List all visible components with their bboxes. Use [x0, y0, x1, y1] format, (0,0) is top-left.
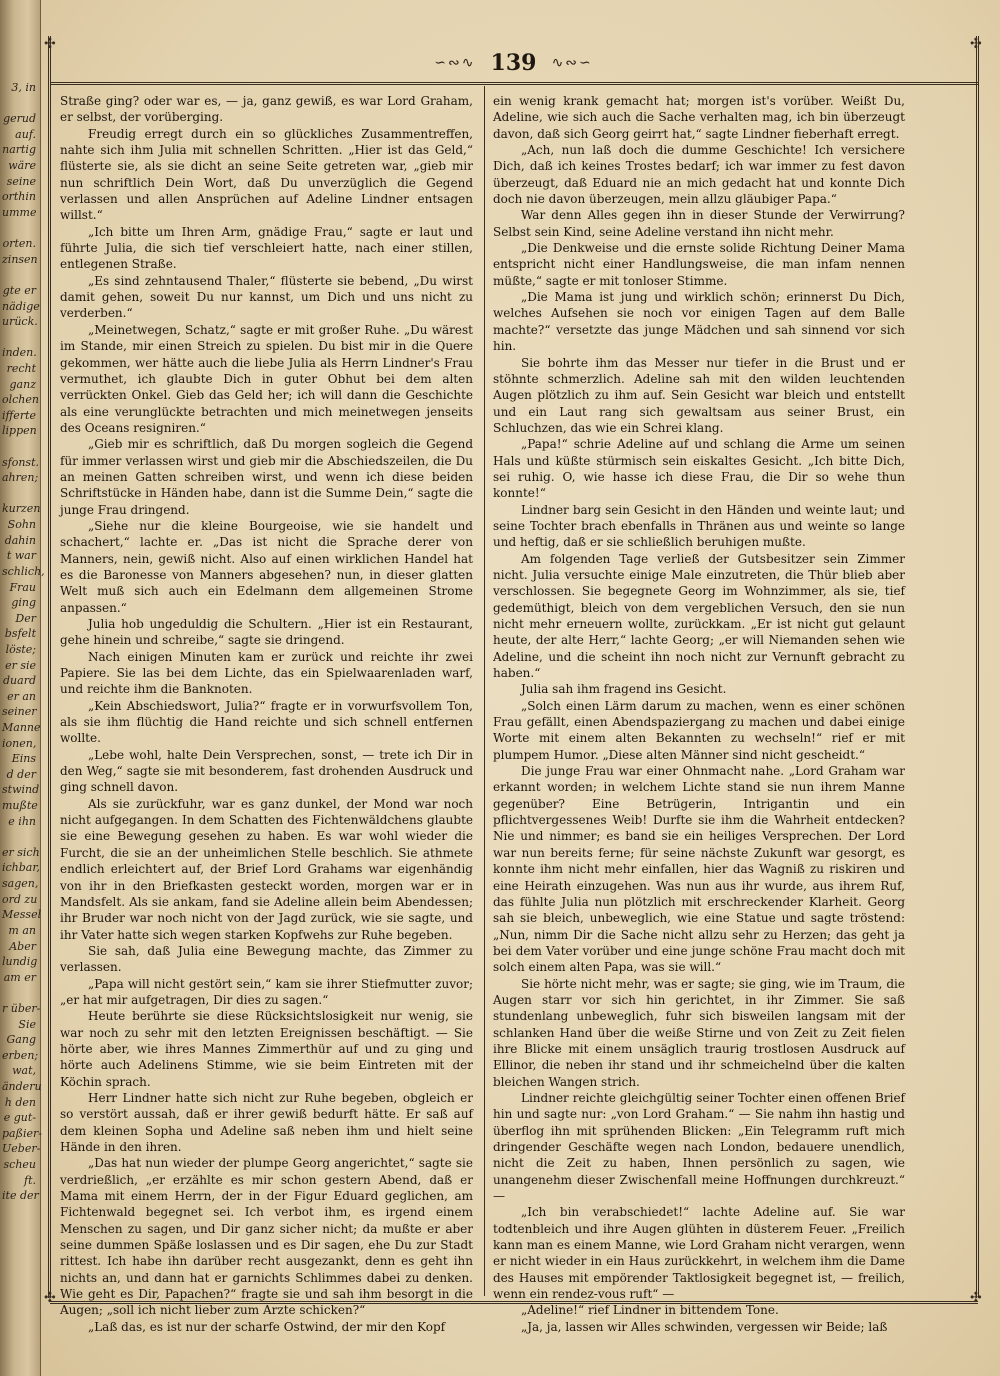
corner-ornament-bottom-right: ✣ — [970, 1290, 982, 1306]
gutter-fragment: kurzen — [2, 502, 41, 516]
gutter-fragment: orten. — [2, 237, 36, 251]
page-number: 139 — [490, 50, 537, 76]
gutter-fragment: Manne — [2, 720, 41, 734]
gutter-fragment: e ihn — [8, 814, 36, 828]
gutter-fragment: ionen, — [2, 736, 37, 750]
paragraph: Als sie zurückfuhr, war es ganz dunkel, der Mond war noch nicht aufgegangen. In dem Schatten des Fichtenwäldchens glaubte sie eine Bewegung gesehen zu haben. Es war wohl wieder die Furcht, die sie an der unheimlichen Stelle beschlich. Sie athmete endlich erleichtert auf, der Brief Lord Grahams war eigenhändig von ihr in den Briefkasten gesteckt worden, morgen war er in Mandsfelt. Als sie ankam, fand sie Adeline allein beim Abendessen; ihr Bruder war noch nicht von der Jagd zurück, wie sie sagte, und ihr Vater hatte sich wegen starken Kopfwehs zur Ruhe begeben. — [60, 796, 473, 942]
paragraph: „Ich bitte um Ihren Arm, gnädige Frau,“ sagte er laut und führte Julia, die sich tief verschleiert hatte, nach einer stillen, entlegenen Straße. — [60, 224, 473, 272]
adjacent-page-fragments — [2, 80, 45, 1340]
gutter-fragment: Aber — [9, 939, 36, 953]
gutter-fragment: t war — [6, 549, 36, 563]
gutter-fragment: recht — [6, 361, 36, 375]
gutter-fragment — [2, 829, 36, 845]
paragraph: „Ich bin verabschiedet!“ lachte Adeline auf. Sie war todtenbleich und ihre Augen glühten in düsterem Feuer. „Freilich kann man es einem Manne, wie Lord Graham nicht verargen, wenn er nicht wieder in ein Haus zurückkehrt, in welchem ihm die Dame des Hauses mit empörender Taktlosigkeit begegnet ist, — freilich, wenn ein rendez-vous ruft“ — — [493, 1205, 905, 1302]
gutter-fragment: zinsen — [2, 252, 38, 266]
gutter-fragment: er an — [7, 689, 36, 703]
gutter-fragment: sfonst. — [2, 455, 39, 469]
gutter-fragment: änderu — [2, 1080, 42, 1093]
gutter-fragment: urück. — [2, 315, 38, 329]
paragraph: Lindner barg sein Gesicht in den Händen und weinte laut; und seine Tochter brach ebenfalls in Thränen aus und weinte so lange und heftig, daß er sie schließlich beruhigen mußte. — [493, 502, 905, 550]
paragraph: Sie hörte nicht mehr, was er sagte; sie ging, wie im Traum, die Augen starr vor sich hin gerichtet, in ihr Zimmer. Sie saß stundenlang unbeweglich, fuhr sich bisweilen langsam mit der schlanken Hand über die weiße Stirne und von Zeit zu Zeit fielen ihre Blicke mit einem unsäglich traurig trostlosen Ausdruck auf Ellinor, die neben ihr stand und ihr schmeichelnd über die kalten bleichen Wangen strich. — [493, 976, 905, 1089]
gutter-fragment: schlich, — [2, 564, 45, 578]
gutter-fragment: ging — [11, 596, 36, 610]
gutter-fragment: Ueber- — [2, 1142, 41, 1156]
book-binding — [0, 0, 45, 1376]
gutter-fragment: ite der — [2, 1189, 39, 1203]
paragraph: Nach einigen Minuten kam er zurück und reichte ihr zwei Papiere. Sie las bei dem Lichte, das ein Spielwaarenladen warf, und reichte ihm die Banknoten. — [60, 649, 473, 697]
paragraph: „Die Mama ist jung und wirklich schön; erinnerst Du Dich, welches Aufsehen sie noch vor einigen Tagen auf dem Balle machte?“ versetzte das junge Mädchen und sah sinnend vor sich hin. — [493, 290, 905, 354]
gutter-fragment — [2, 96, 36, 112]
gutter-fragment — [2, 486, 36, 502]
corner-ornament-top-right: ✣ — [970, 36, 982, 52]
gutter-fragment: dahin — [4, 533, 36, 547]
paragraph: War denn Alles gegen ihn in dieser Stunde der Verwirrung? Selbst sein Kind, seine Adeline verstand ihn nicht mehr. — [493, 208, 905, 239]
corner-ornament-top-left: ✣ — [44, 36, 56, 52]
gutter-fragment — [2, 220, 36, 236]
gutter-fragment: erben; — [2, 1048, 39, 1062]
paragraph: Am folgenden Tage verließ der Gutsbesitzer sein Zimmer nicht. Julia versuchte einige Male einzutreten, die Thür blieb aber verschlossen. Sie begegnete Georg im Wohnzimmer, als sie, tief gedemüthigt, bleich von dem vergeblichen Versuch, den sie nun nicht mehr erneuern wollte, zurückkam. „Er ist nicht gut gelaunt heute, der alte Herr,“ lachte Georg; „er will Niemanden sehen wie Adeline, und die scheint ihn noch nicht zur Vernunft gebracht zu haben.“ — [493, 551, 905, 681]
gutter-fragment: ord zu — [2, 892, 38, 906]
gutter-fragment: lundig — [2, 955, 38, 969]
gutter-fragment: m an — [8, 923, 36, 937]
paragraph: Straße ging? oder war es, — ja, ganz gewiß, es war Lord Graham, er selbst, der vorüberging. — [60, 94, 473, 125]
gutter-fragment: ganz — [9, 377, 36, 391]
paragraph: „Siehe nur die kleine Bourgeoise, wie sie handelt und schachert,“ lachte er. „Das ist nicht die Sprache derer von Manners, nein, gewiß nicht. Also auf einen wirklichen Handel hat es die Baronesse von Manners abgesehen? nun, in dieser glatten Welt muß sich auch ein Edelmann dem allgemeinen Strome anpassen.“ — [60, 518, 473, 615]
gutter-fragment: inden. — [2, 346, 37, 360]
page-header — [48, 50, 979, 80]
gutter-fragment: scheu — [3, 1158, 36, 1172]
gutter-fragment: löste; — [5, 642, 36, 656]
paragraph: „Ja, ja, lassen wir Alles schwinden, vergessen wir Beide; laß — [521, 1319, 888, 1334]
gutter-fragment: gerud — [3, 112, 36, 126]
paragraph: Julia hob ungeduldig die Schultern. „Hier ist ein Restaurant, gehe hinein und schreibe,“ sagte sie dringend. — [60, 617, 473, 648]
gutter-fragment: er sich — [2, 845, 40, 859]
gutter-fragment: auf. — [15, 127, 36, 141]
gutter-fragment: er sie — [5, 658, 36, 672]
paragraph: Herr Lindner hatte sich nicht zur Ruhe begeben, obgleich er so verstört aussah, daß er ihrer gewiß bedurft hätte. Er saß auf dem kleinen Sopha und Adeline saß neben ihm und hielt seine Hände in den ihren. — [60, 1090, 473, 1154]
gutter-fragment: wat, — [12, 1064, 36, 1078]
gutter-fragment: seiner — [2, 705, 37, 719]
gutter-fragment: duard — [3, 674, 36, 688]
gutter-fragment: Sie — [18, 1017, 36, 1031]
gutter-fragment: orthin — [2, 190, 36, 204]
gutter-fragment: ifferte — [2, 408, 37, 422]
header-ornament-left: ∽∾∿ — [434, 55, 476, 71]
gutter-fragment: Der — [15, 611, 36, 625]
gutter-fragment: r über- — [2, 1001, 41, 1015]
gutter-fragment: am er — [3, 970, 36, 984]
paragraph: Julia sah ihm fragend ins Gesicht. — [521, 682, 727, 697]
gutter-fragment: h den — [4, 1095, 36, 1109]
gutter-fragment: paßier- — [2, 1126, 42, 1140]
paragraph: „Papa!“ schrie Adeline auf und schlang die Arme um seinen Hals und küßte stürmisch sein eiskaltes Gesicht. „Ich bitte Dich, sei ruhig. O, wie hasse ich diese Frau, die Dir so wehe thun konnte!“ — [493, 437, 905, 501]
gutter-fragment: ahren; — [2, 471, 39, 485]
gutter-fragment: nädige — [2, 299, 40, 313]
paragraph: Die junge Frau war einer Ohnmacht nahe. „Lord Graham war erkannt worden; in welchem Lichte stand sie nun ihrem Manne gegenüber? Eine Betrügerin, Intrigantin und ein pflichtvergessenes Weib! Durfte sie ihm die Wahrheit entdecken? Nie und nimmer; es band sie ein heiliges Versprechen. Der Lord war nun bereits ferne; für seine nächste Zukunft war gesorgt, es konnte ihm nicht mehr einfallen, hier das Wagniß zu riskiren und eine Heirath einzugehen. Was nun aus ihr wurde, aus ihrem Ruf, das fühlte Julia nun plötzlich mit erschreckender Klarheit. Georg sah sie bleich, unbeweglich, wie eine Statue und sagte tröstend: „Nun, nimm Dir die Sache nicht allzu sehr zu Herzen; das geht ja bei dem Vater vorüber und eine junge schöne Frau macht doch mit solch einem alten Papa, was sie will.“ — [493, 764, 905, 975]
paragraph: „Gieb mir es schriftlich, daß Du morgen sogleich die Gegend für immer verlassen wirst und gieb mir die Abschiedszeilen, die Du an meinen Gatten schreiben wirst, und wenn ich diese beiden Schriftstücke in Händen habe, dann ist die Summe Dein,“ sagte die junge Frau dringend. — [60, 437, 473, 517]
gutter-fragment: wäre — [8, 159, 36, 173]
paragraph: „Adeline!“ rief Lindner in bittendem Tone. — [521, 1303, 779, 1318]
gutter-fragment: d der — [6, 767, 36, 781]
gutter-fragment: 3, in — [11, 81, 36, 94]
gutter-fragment: sagen, — [2, 877, 39, 891]
gutter-fragment — [2, 439, 36, 455]
gutter-fragment: ft. — [24, 1173, 36, 1187]
paragraph: „Ach, nun laß doch die dumme Geschichte! Ich versichere Dich, daß ich keines Trostes bedarf; ich war immer zu fest davon überzeugt, daß Eduard nie an mich gedacht hat und konnte Dich doch nie davon überzeugen, mein allzu gläubiger Papa.“ — [493, 143, 905, 207]
paragraph: Sie sah, daß Julia eine Bewegung machte, das Zimmer zu verlassen. — [60, 943, 473, 975]
text-column-left — [60, 93, 473, 1334]
gutter-fragment: Sohn — [7, 518, 36, 532]
gutter-fragment: mußte — [2, 799, 38, 813]
header-ornament-right: ∿∾∽ — [551, 55, 593, 71]
paragraph: Sie bohrte ihm das Messer nur tiefer in die Brust und er stöhnte schmerzlich. Adeline sah mit den wilden leuchtenden Augen plötzlich zu ihm auf. Sein Gesicht war bleich und entstellt und ein Laut rang sich gewaltsam aus seiner Brust, ein Schluchzen, das wie ein Schrei klang. — [493, 355, 905, 435]
gutter-fragment: lippen — [2, 424, 37, 438]
paragraph: „Es sind zehntausend Thaler,“ flüsterte sie bebend, „Du wirst damit gehen, soweit Du nur kannst, um Dich und uns nicht zu verderben.“ — [60, 273, 473, 321]
paragraph: „Meinetwegen, Schatz,“ sagte er mit großer Ruhe. „Du wärest im Stande, mir einen Streich zu spielen. Du bist mir in die Quere gekommen, wer hätte auch die liebe Julia als Herrn Lindner's Frau vermuthet, ich glaubte Dich in guter Obhut bei dem alten verrückten Onkel. Gieb das Geld her; ich will dann die Geschichte als eine verunglückte betrachten und mich meinetwegen jenseits des Oceans resigniren.“ — [60, 322, 473, 435]
paragraph: „Papa will nicht gestört sein,“ kam sie ihrer Stiefmutter zuvor; „er hat mir aufgetragen, Dir dies zu sagen.“ — [60, 976, 473, 1007]
paragraph: „Kein Abschiedswort, Julia?“ fragte er in vorwurfsvollem Ton, als sie ihm flüchtig die Hand reichte und sich schnell entfernen wollte. — [60, 698, 473, 746]
gutter-fragment: olchen — [2, 393, 39, 407]
gutter-fragment: gte er — [2, 283, 36, 297]
paragraph: „Die Denkweise und die ernste solide Richtung Deiner Mama entspricht nicht einer Handlungsweise, die man infam nennen müßte,“ sagte er mit tonloser Stimme. — [493, 241, 905, 288]
gutter-fragment — [2, 330, 36, 346]
gutter-fragment: nartig — [2, 143, 36, 157]
gutter-fragment — [2, 985, 36, 1001]
gutter-fragment: Gang — [6, 1033, 36, 1047]
paragraph: Freudig erregt durch ein so glückliches Zusammentreffen, nahte sich ihm Julia mit schnellen Schritten. „Hier ist das Geld,“ flüsterte sie, als sie dicht an seine Seite getreten war, „gieb mir nun schriftlich Dein Wort, daß Du unverzüglich die Gegend verlassen und allen Ansprüchen auf Adeline Lindner entsagen willst.“ — [60, 126, 473, 223]
gutter-fragment: Messel — [2, 908, 42, 922]
column-divider — [484, 86, 485, 1296]
corner-ornament-bottom-left: ✣ — [44, 1290, 56, 1306]
gutter-fragment: Frau — [9, 580, 36, 594]
paragraph: „Das hat nun wieder der plumpe Georg angerichtet,“ sagte sie verdrießlich, „er erzählte es mir schon gestern Abend, daß er Mama mit einem Herrn, der in der Figur Eduard geglichen, am Fichtenwald begegnet sei. Ich verbot ihm, es irgend einem Menschen zu sagen, und Dir ganz sicher nicht; da mußte er aber seine dummen Späße loslassen und es Dir sagen, ehe Du zur Stadt rittest. Ich habe ihn darüber recht ausgezankt, denn es geht ihn nichts an, und dann hat er garnichts Schlimmes dabei zu denken. Wie geht es Dir, Papachen?“ fragte sie und sah ihm besorgt in die Augen; „soll ich nicht lieber zum Arzte schicken?“ — [60, 1156, 473, 1318]
paragraph: ein wenig krank gemacht hat; morgen ist's vorüber. Weißt Du, Adeline, wie sich auch die Sache verhalten mag, ich bin überzeugt davon, daß sich Georg geirrt hat,“ sagte Lindner fieberhaft erregt. — [493, 94, 905, 141]
paragraph: „Lebe wohl, halte Dein Versprechen, sonst, — trete ich Dir in den Weg,“ sagte sie mit besonderem, fast drohenden Ausdruck und ging schnell davon. — [60, 747, 473, 795]
gutter-fragment: umme — [2, 205, 37, 219]
gutter-fragment: bsfelt — [4, 627, 36, 641]
gutter-fragment: Eins — [11, 752, 36, 766]
gutter-fragment: e gut- — [3, 1111, 36, 1125]
text-column-right — [493, 93, 905, 1334]
paragraph: Heute berührte sie diese Rücksichtslosigkeit nur wenig, sie war noch zu sehr mit den letzten Ereignissen beschäftigt. — Sie hörte aber, wie ihres Mannes Zimmerthür auf und zu ging und hörte auch Adelinens Stimme, wie sie beim Eintreten mit der Köchin sprach. — [60, 1009, 473, 1089]
gutter-fragment: stwind — [2, 783, 40, 797]
paragraph: Lindner reichte gleichgültig seiner Tochter einen offenen Brief hin und sagte nur: „von Lord Graham.“ — Sie nahm ihn hastig und überflog ihn mit sprühenden Blicken: „Ein Telegramm ruft mich dringender Geschäfte wegen nach London, bedauere unendlich, nicht die Zeit zu haben, Ihnen persönlich zu sagen, wie unangenehm dieser Zwischenfall meine Hoffnungen durchkreuzt.“ — — [493, 1090, 905, 1204]
gutter-fragment: ichbar, — [2, 861, 40, 875]
paragraph: „Laß das, es ist nur der scharfe Ostwind, der mir den Kopf — [88, 1319, 446, 1334]
gutter-fragment — [2, 267, 36, 283]
paragraph: „Solch einen Lärm darum zu machen, wenn es einer schönen Frau gefällt, einen Abendspaziergang zu machen und dabei einige Worte mit einem alten Bekannten zu wechseln!“ rief er mit plumpem Humor. „Diese alten Männer sind nicht gescheidt.“ — [493, 698, 905, 762]
gutter-fragment: seine — [6, 174, 36, 188]
